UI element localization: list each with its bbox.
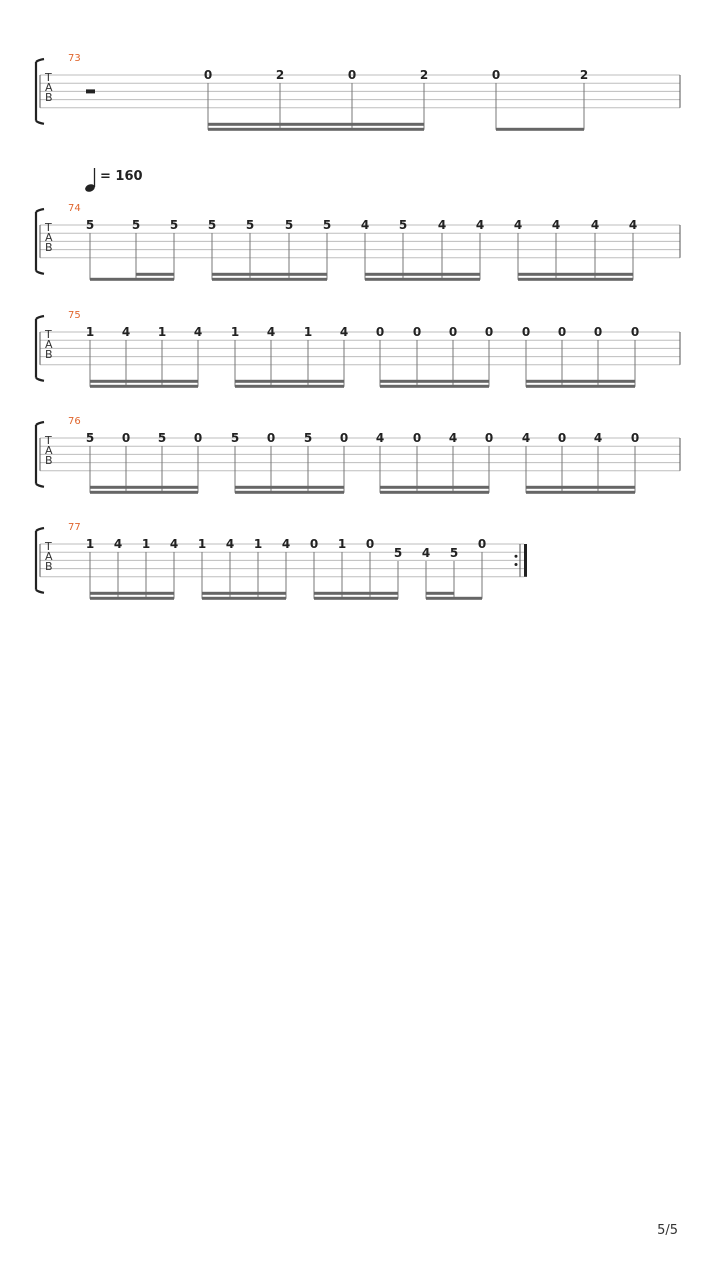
fret-number: 4: [339, 325, 349, 339]
beam: [202, 592, 286, 595]
fret-number: 0: [484, 431, 494, 445]
fret-number: 4: [448, 431, 458, 445]
fret-number: 0: [365, 537, 375, 551]
fret-number: 0: [203, 68, 213, 82]
measure-number: 73: [68, 53, 81, 64]
beam: [380, 380, 489, 383]
tab-clef-letter: B: [45, 91, 53, 104]
fret-number: 5: [85, 431, 95, 445]
tab-clef-letter: T: [45, 221, 52, 234]
beam: [380, 486, 489, 489]
beam: [314, 597, 398, 600]
beam: [90, 380, 198, 383]
fret-number: 0: [339, 431, 349, 445]
fret-number: 0: [412, 325, 422, 339]
fret-number: 0: [375, 325, 385, 339]
fret-number: 4: [513, 218, 523, 232]
fret-number: 4: [266, 325, 276, 339]
fret-number: 0: [630, 325, 640, 339]
measure-number: 74: [68, 203, 81, 214]
fret-number: 4: [593, 431, 603, 445]
fret-number: 4: [590, 218, 600, 232]
fret-number: 4: [281, 537, 291, 551]
fret-number: 0: [491, 68, 501, 82]
fret-number: 0: [593, 325, 603, 339]
beam: [518, 278, 633, 281]
beam: [208, 128, 424, 131]
beam: [365, 278, 480, 281]
rest-symbol: [86, 89, 95, 93]
fret-number: 5: [245, 218, 255, 232]
measure-number: 75: [68, 310, 81, 321]
fret-number: 0: [448, 325, 458, 339]
beam: [235, 491, 344, 494]
repeat-dot: [515, 555, 518, 558]
beam: [90, 486, 198, 489]
fret-number: 1: [337, 537, 347, 551]
fret-number: 0: [484, 325, 494, 339]
fret-number: 2: [419, 68, 429, 82]
fret-number: 0: [193, 431, 203, 445]
fret-number: 0: [309, 537, 319, 551]
beam: [526, 491, 635, 494]
fret-number: 1: [230, 325, 240, 339]
fret-number: 5: [398, 218, 408, 232]
beam: [90, 278, 174, 281]
fret-number: 2: [579, 68, 589, 82]
beam: [235, 486, 344, 489]
fret-number: 1: [157, 325, 167, 339]
beam: [314, 592, 398, 595]
tempo-marking: = 160: [100, 169, 143, 184]
fret-number: 4: [475, 218, 485, 232]
tab-clef-letter: T: [45, 434, 52, 447]
fret-number: 0: [347, 68, 357, 82]
beam: [136, 273, 174, 276]
fret-number: 5: [85, 218, 95, 232]
beam: [235, 385, 344, 388]
beam: [212, 273, 327, 276]
fret-number: 4: [169, 537, 179, 551]
fret-number: 1: [253, 537, 263, 551]
fret-number: 4: [113, 537, 123, 551]
beam: [90, 491, 198, 494]
fret-number: 5: [169, 218, 179, 232]
fret-number: 5: [284, 218, 294, 232]
tab-clef-letter: A: [45, 550, 53, 563]
tab-clef-letter: B: [45, 348, 53, 361]
repeat-thick-barline: [524, 544, 527, 577]
fret-number: 5: [230, 431, 240, 445]
tab-clef-letter: T: [45, 328, 52, 341]
beam: [526, 385, 635, 388]
beam: [90, 592, 174, 595]
fret-number: 0: [630, 431, 640, 445]
fret-number: 4: [193, 325, 203, 339]
fret-number: 0: [557, 431, 567, 445]
fret-number: 4: [628, 218, 638, 232]
fret-number: 1: [85, 325, 95, 339]
beam: [365, 273, 480, 276]
fret-number: 4: [121, 325, 131, 339]
fret-number: 4: [375, 431, 385, 445]
fret-number: 5: [131, 218, 141, 232]
beam: [90, 597, 174, 600]
beam: [380, 385, 489, 388]
fret-number: 0: [266, 431, 276, 445]
fret-number: 1: [303, 325, 313, 339]
tab-clef-letter: T: [45, 71, 52, 84]
page-number: 5/5: [657, 1223, 678, 1238]
fret-number: 4: [421, 546, 431, 560]
tab-clef-letter: B: [45, 241, 53, 254]
fret-number: 1: [85, 537, 95, 551]
fret-number: 4: [521, 431, 531, 445]
beam: [235, 380, 344, 383]
beam: [526, 486, 635, 489]
repeat-dot: [515, 563, 518, 566]
beam: [90, 385, 198, 388]
tab-clef-letter: A: [45, 444, 53, 457]
fret-number: 1: [141, 537, 151, 551]
fret-number: 5: [449, 546, 459, 560]
fret-number: 4: [360, 218, 370, 232]
beam: [212, 278, 327, 281]
fret-number: 5: [322, 218, 332, 232]
fret-number: 4: [225, 537, 235, 551]
fret-number: 1: [197, 537, 207, 551]
beam: [208, 123, 424, 126]
fret-number: 4: [437, 218, 447, 232]
tab-clef-letter: B: [45, 454, 53, 467]
measure-number: 76: [68, 416, 81, 427]
tab-clef-letter: B: [45, 560, 53, 573]
tab-clef-letter: A: [45, 338, 53, 351]
fret-number: 4: [551, 218, 561, 232]
fret-number: 5: [303, 431, 313, 445]
fret-number: 0: [557, 325, 567, 339]
fret-number: 2: [275, 68, 285, 82]
fret-number: 0: [477, 537, 487, 551]
beam: [380, 491, 489, 494]
fret-number: 5: [207, 218, 217, 232]
measure-number: 77: [68, 522, 81, 533]
beam: [518, 273, 633, 276]
fret-number: 5: [393, 546, 403, 560]
tab-clef-letter: A: [45, 81, 53, 94]
fret-number: 5: [157, 431, 167, 445]
fret-number: 0: [412, 431, 422, 445]
fret-number: 0: [521, 325, 531, 339]
tab-clef-letter: T: [45, 540, 52, 553]
beam: [426, 592, 454, 595]
beam: [426, 597, 482, 600]
beam: [202, 597, 286, 600]
fret-number: 0: [121, 431, 131, 445]
tab-clef-letter: A: [45, 231, 53, 244]
beam: [526, 380, 635, 383]
beam: [496, 128, 584, 131]
